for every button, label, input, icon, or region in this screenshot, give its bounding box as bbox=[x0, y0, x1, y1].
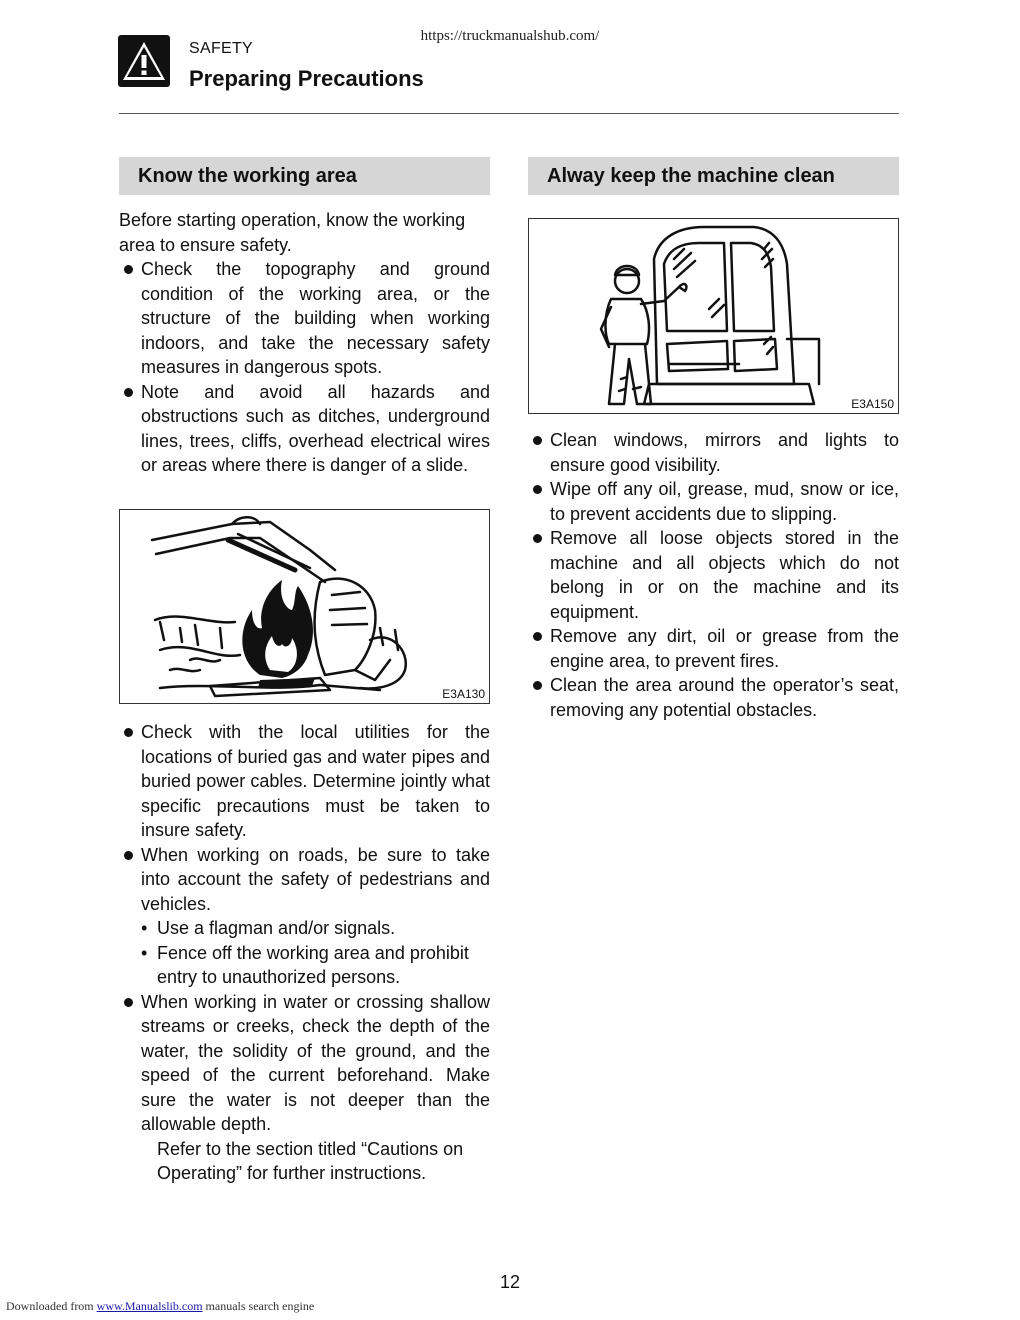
right-column-text bbox=[528, 428, 899, 722]
footer-link[interactable]: www.Manualslib.com bbox=[96, 1299, 203, 1313]
footer-suffix: manuals search engine bbox=[205, 1299, 315, 1313]
sub-bullet-fence: • Fence off the working area and prohibit entry to unauthorized persons. bbox=[119, 941, 490, 990]
bullet-utilities: Check with the local utilities for the locations of buried gas and water pipes and buried power cables. Determine jointly what specific precautions must be taken to insure safety. bbox=[119, 720, 490, 843]
left-column-bottom bbox=[119, 720, 490, 1186]
bullet-engine-area: Remove any dirt, oil or grease from the engine area, to prevent fires. bbox=[528, 624, 899, 673]
bullet-operator-seat: Clean the area around the operator’s seat, removing any potential obstacles. bbox=[528, 673, 899, 722]
header-divider bbox=[119, 113, 899, 114]
figure-code: E3A150 bbox=[851, 397, 894, 411]
intro-text: Before starting operation, know the working area to ensure safety. bbox=[119, 210, 466, 255]
footer bbox=[6, 1299, 314, 1314]
excavator-fire-illustration bbox=[120, 510, 489, 703]
footer-prefix: Downloaded from bbox=[6, 1299, 94, 1313]
section-heading-working-area: Know the working area bbox=[119, 157, 490, 195]
figure-excavator-fire bbox=[119, 509, 490, 704]
bullet-topography: Check the topography and ground condition of the working area, or the structure of the building when working indoors, and take the necessary safety measures in dangerous spots. bbox=[119, 257, 490, 380]
sub-bullet-flagman: • Use a flagman and/or signals. bbox=[119, 916, 490, 941]
source-url: https://truckmanualshub.com/ bbox=[420, 28, 600, 44]
bullet-remove-objects: Remove all loose objects stored in the machine and all objects which do not belong in or on the machine and its equipment. bbox=[528, 526, 899, 624]
page-title: Preparing Precautions bbox=[189, 66, 424, 91]
cleaning-cab-illustration bbox=[529, 219, 898, 413]
bullet-water: When working in water or crossing shallow streams or creeks, check the depth of the water, the solidity of the ground, and the speed of the current beforehand. Make sure the water is not deeper than the allowable depth. bbox=[119, 990, 490, 1137]
left-column-top bbox=[119, 208, 490, 478]
bullet-wipe-oil: Wipe off any oil, grease, mud, snow or ice, to prevent accidents due to slipping. bbox=[528, 477, 899, 526]
bullet-roads: When working on roads, be sure to take into account the safety of pedestrians and vehicles. bbox=[119, 843, 490, 917]
page-number: 12 bbox=[499, 1272, 521, 1292]
warning-triangle-icon bbox=[118, 35, 170, 87]
figure-cleaning-cab bbox=[528, 218, 899, 414]
section-heading-machine-clean: Alway keep the machine clean bbox=[528, 157, 899, 195]
water-note: Refer to the section titled “Cautions on Operating” for further instructions. bbox=[157, 1138, 464, 1183]
bullet-hazards: Note and avoid all hazards and obstructions such as ditches, underground lines, trees, cliffs, overhead electrical wires or areas where there is danger of a slide. bbox=[119, 380, 490, 478]
figure-code: E3A130 bbox=[442, 687, 485, 701]
bullet-clean-windows: Clean windows, mirrors and lights to ensure good visibility. bbox=[528, 428, 899, 477]
section-label: SAFETY bbox=[189, 40, 254, 57]
